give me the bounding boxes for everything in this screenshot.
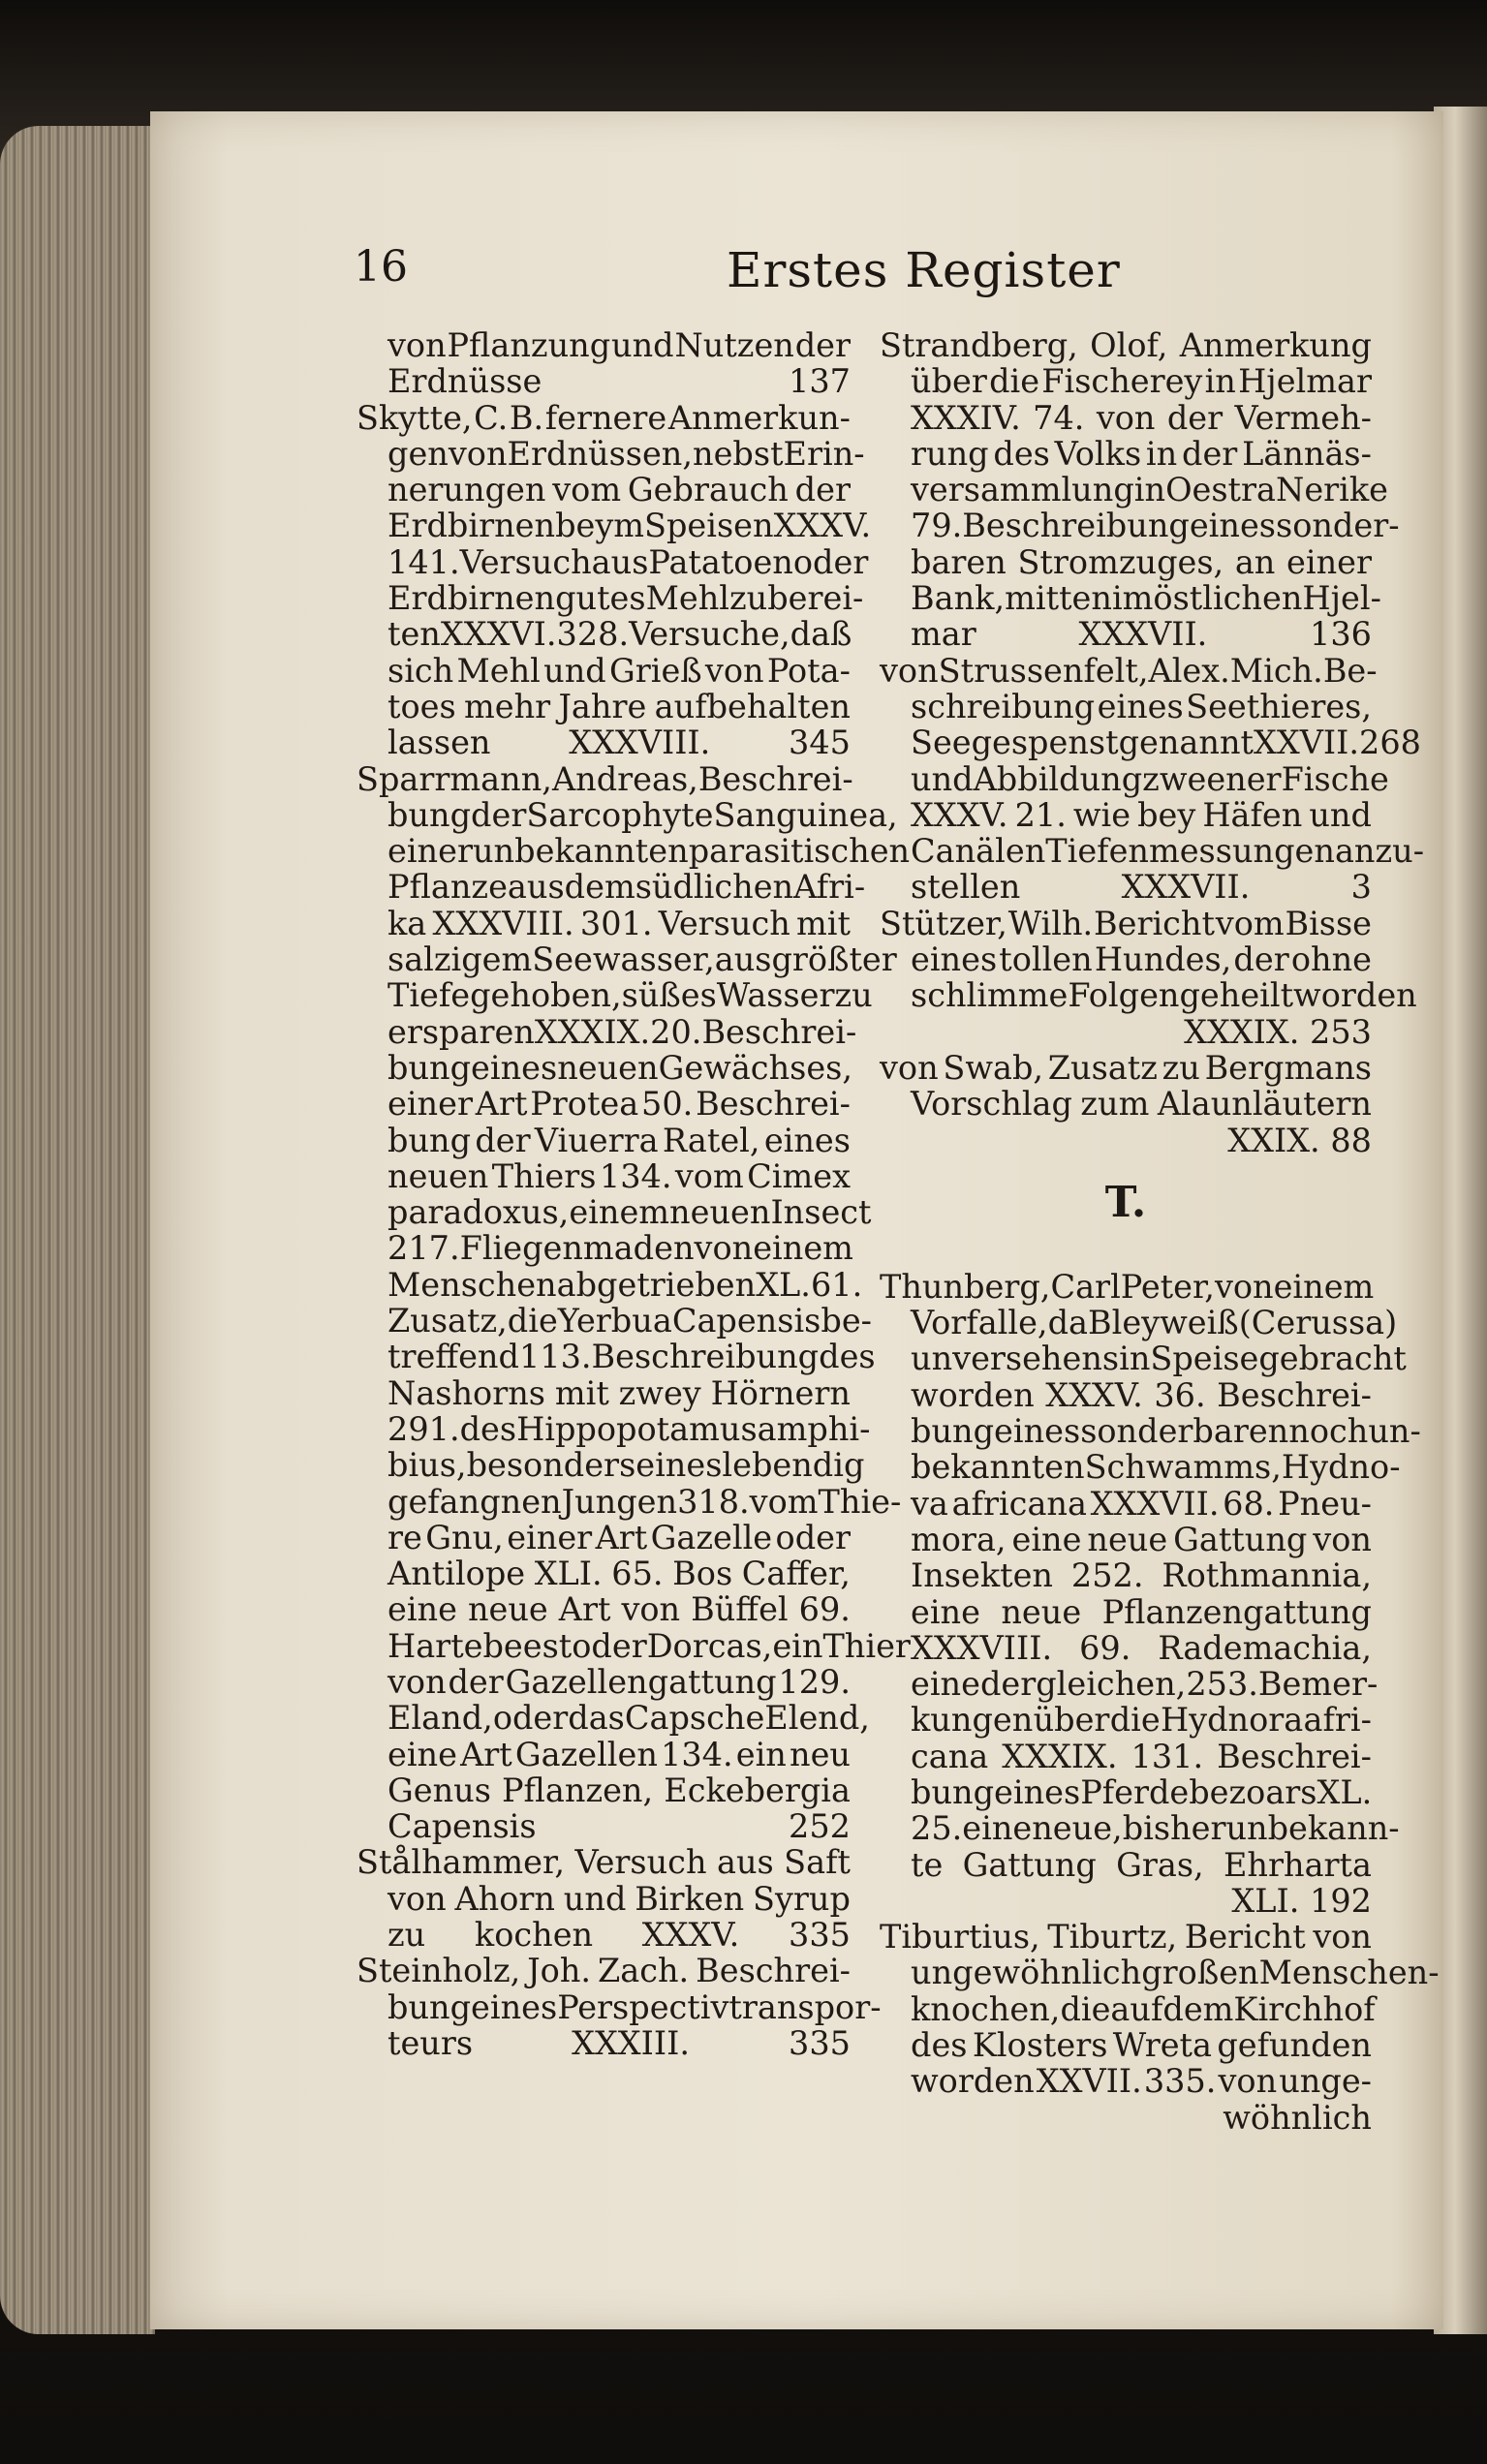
text-line: 141. Versuch aus Patatoen oder (387, 542, 869, 581)
text-line: eine dergleichen, 253. Bemer- (911, 1665, 1379, 1704)
text-line: knochen, die auf dem Kirchhof (911, 1989, 1376, 2028)
text-line: XXXVIII. 69. Rademachia, (911, 1628, 1372, 1667)
text-line: ungewöhnlich großen Menschen- (911, 1954, 1440, 1992)
text-line: baren Stromzuges, an einer (911, 542, 1372, 581)
text-line: Tiburtius, Tiburtz, Bericht von (880, 1918, 1372, 1956)
text-line: Bank, mitten im östlichen Hjel- (911, 579, 1381, 618)
text-line: cana XXXIX. 131. Beschrei- (911, 1737, 1372, 1775)
text-line: Erdbirnen beym Speisen XXXV. (387, 507, 872, 545)
text-line: gen von Erdnüssen, nebst Erin- (387, 434, 865, 473)
text-line: eine neue Art von Büffel 69. (387, 1590, 851, 1629)
text-line: worden XXVII. 335. von unge- (911, 2062, 1372, 2101)
text-line: Vorschlag zum Alaunläutern (911, 1085, 1372, 1124)
text-line: eine neue Pflanzengattung (911, 1592, 1372, 1631)
left-column (356, 326, 911, 2062)
text-line: ten XXXVI. 328. Versuche, daß (387, 615, 852, 654)
right-column-entries-s (880, 326, 1425, 1159)
text-line: worden XXXV. 36. Beschrei- (911, 1375, 1372, 1414)
text-line: Skytte, C. B. fernere Anmerkun- (356, 398, 851, 437)
text-line: Stützer, Wilh. Bericht vom Bisse (880, 904, 1372, 942)
text-line: XXIX. 88 (1227, 1121, 1372, 1159)
text-line: XLI. 192 (1231, 1881, 1372, 1920)
text-line: 79. Beschreibung eines sonder- (911, 507, 1400, 545)
text-line: ersparen XXXIX. 20. Beschrei- (387, 1012, 857, 1051)
page-number: 16 (354, 242, 408, 292)
right-column (880, 326, 1440, 2137)
text-line: XXXV. 21. wie bey Häfen und (911, 795, 1372, 834)
text-line: einer Art Protea 50. Beschrei- (387, 1085, 851, 1124)
text-line: zu kochen XXXV. 335 (387, 1916, 851, 1955)
text-line: bung eines Pferdebezoars XL. (911, 1772, 1373, 1811)
text-line: unversehens in Speise gebracht (911, 1340, 1407, 1378)
text-line: schreibung eines Seethieres, (911, 687, 1372, 725)
text-line: 217. Fliegenmaden von einem (387, 1229, 853, 1268)
text-line: Pflanze aus dem südlichen Afri- (387, 868, 866, 907)
text-line: re Gnu, einer Art Gazelle oder (387, 1518, 851, 1556)
text-line: Tiefe gehoben, süßes Wasser zu (387, 976, 873, 1015)
text-line: von Pflanzung und Nutzen der (387, 326, 851, 364)
text-line: stellen XXXVII. 3 (911, 868, 1372, 907)
book-page-edges (0, 126, 155, 2334)
text-line: Vorfalle, da Bleyweiß (Cerussa) (911, 1304, 1398, 1342)
page-header (0, 242, 1487, 310)
text-line: Strandberg, Olof, Anmerkung (880, 326, 1372, 364)
text-line: gefangnen Jungen 318. vom Thie- (387, 1482, 902, 1521)
text-line: Stålhammer, Versuch aus Saft (356, 1843, 851, 1882)
text-line: Nashorns mit zwey Hörnern (387, 1373, 851, 1412)
text-line: von Strussenfelt, Alex. Mich. Be- (880, 651, 1378, 690)
section-letter: T. (1104, 1177, 1147, 1227)
text-line: versammlung in Oestra Nerike (911, 471, 1389, 509)
text-line: bekannten Schwamms, Hydno- (911, 1448, 1401, 1487)
text-line: Steinholz, Joh. Zach. Beschrei- (356, 1952, 851, 1990)
text-line: salzigem Seewasser, aus größter (387, 940, 897, 979)
text-line: bung der Sarcophyte Sanguinea, (387, 795, 898, 834)
section-gap (880, 1242, 1372, 1269)
running-head: Erstes Register (727, 242, 1121, 298)
text-line: von Ahorn und Birken Syrup (387, 1879, 851, 1918)
text-line: Insekten 252. Rothmannia, (911, 1556, 1372, 1595)
text-line: eines tollen Hundes, der ohne (911, 940, 1372, 979)
text-line: schlimme Folgen geheilt worden (911, 976, 1417, 1015)
text-line: Erdbirnen gutes Mehl zu berei- (387, 579, 864, 618)
text-line: ka XXXVIII. 301. Versuch mit (387, 904, 851, 942)
text-line: und Abbildung zweener Fische (911, 759, 1389, 798)
text-line: eine Art Gazellen 134. ein neu (387, 1735, 851, 1773)
text-line: bung eines sonderbaren noch un- (911, 1412, 1421, 1451)
text-line: bung eines Perspectivtranspor- (387, 1987, 882, 2026)
text-line: bung der Viuerra Ratel, eines (387, 1121, 851, 1159)
text-line: neuen Thiers 134. vom Cimex (387, 1156, 851, 1195)
text-line: Menschen abgetrieben XL. 61. (387, 1265, 863, 1304)
text-line: Genus Pflanzen, Eckebergia (387, 1771, 851, 1809)
text-line: rung des Volks in der Lännäs- (911, 434, 1372, 473)
text-line: Seegespenst genannt XXVII. 268 (911, 724, 1421, 762)
text-line: kungen über die Hydnora afri- (911, 1701, 1372, 1740)
text-line: von der Gazellengattung 129. (387, 1662, 851, 1701)
text-line: Sparrmann, Andreas, Beschrei- (356, 759, 853, 798)
text-line: Eland, oder das Capsche Elend, (387, 1699, 870, 1738)
text-line: Capensis 252 (387, 1807, 851, 1846)
text-line: wöhnlich (1223, 2098, 1372, 2137)
text-line: Zusatz, die Yerbua Capensis be- (387, 1302, 872, 1340)
text-line: va africana XXXVII. 68. Pneu- (911, 1484, 1372, 1523)
text-line: Thunberg, Carl Peter, von einem (880, 1267, 1375, 1306)
text-line: treffend 113. Beschreibung des (387, 1338, 876, 1376)
text-line: Erdnüsse 137 (387, 362, 851, 401)
text-line: bius, besonders eines lebendig (387, 1446, 865, 1485)
text-line: bung eines neuen Gewächses, (387, 1048, 853, 1087)
text-line: XXXIV. 74. von der Vermeh- (911, 398, 1372, 437)
text-line: Hartebeest oder Dorcas, ein Thier (387, 1626, 911, 1665)
text-line: paradoxus, einem neuen Insect (387, 1193, 872, 1232)
text-line: mar XXXVII. 136 (911, 615, 1372, 654)
text-line: XXXIX. 253 (1184, 1012, 1372, 1051)
text-line: Canälen Tiefenmessungen anzu- (911, 832, 1425, 871)
text-line: einer unbekannten parasitischen (387, 832, 911, 871)
text-line: 25. eine neue, bisher unbekann- (911, 1809, 1400, 1848)
text-line: 291. des Hippopotamus amphi- (387, 1409, 871, 1448)
text-line: nerungen vom Gebrauch der (387, 471, 851, 509)
text-line: lassen XXXVIII. 345 (387, 724, 851, 762)
text-line: Antilope XLI. 65. Bos Caffer, (387, 1555, 851, 1593)
text-line: des Klosters Wreta gefunden (911, 2026, 1372, 2065)
text-line: teurs XXXIII. 335 (387, 2023, 851, 2062)
text-line: te Gattung Gras, Ehrharta (911, 1845, 1372, 1884)
text-line: sich Mehl und Grieß von Pota- (387, 651, 851, 690)
right-column-entries-t (880, 1267, 1440, 2137)
text-line: toes mehr Jahre aufbehalten (387, 687, 851, 725)
text-line: mora, eine neue Gattung von (911, 1520, 1372, 1558)
text-line: über die Fischerey in Hjelmar (911, 362, 1372, 401)
text-line: von Swab, Zusatz zu Bergmans (880, 1048, 1372, 1087)
